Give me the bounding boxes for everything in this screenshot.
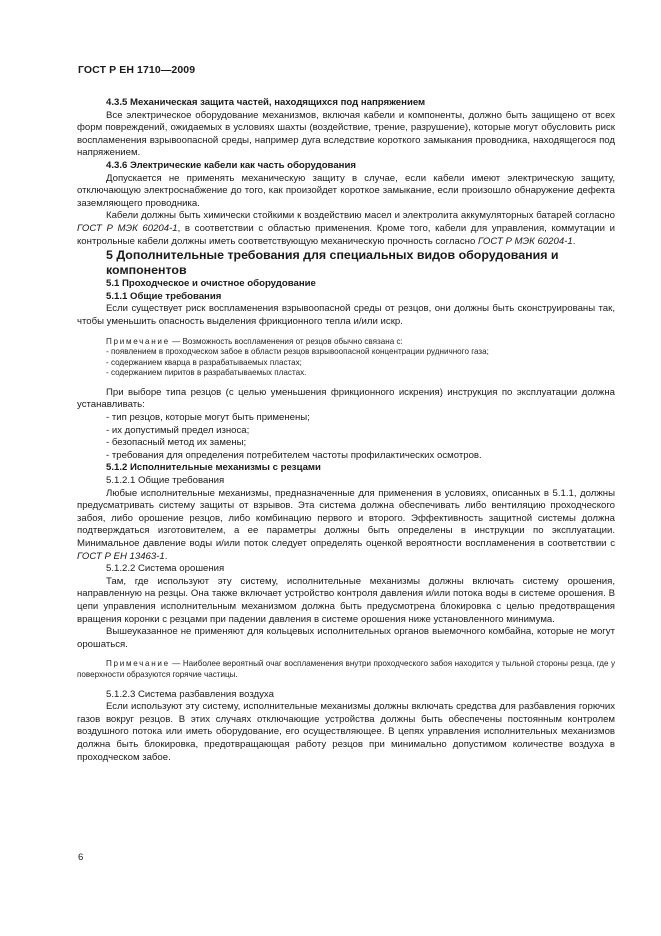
note-list-item: - содержанием кварца в разрабатываемых пластах;: [106, 357, 302, 367]
page-number: 6: [78, 852, 84, 863]
note-5-1-1: Примечание — Возможность воспламенения от резцов обычно связана с: - появлением в проходческом забое в области резцов взрывоопасной концентрации рудничного газа; - содержанием кварца в разрабатываемых пластах; - содержанием пиритов в разрабатываемых пластах.: [77, 337, 615, 379]
heading-5-1-2: 5.1.2 Исполнительные механизмы с резцами: [106, 462, 321, 474]
note-label: Примечание: [106, 336, 170, 346]
heading-5-1-1: 5.1.1 Общие требования: [106, 290, 222, 302]
section-5-title: 5 Дополнительные требования для специальных видов оборудования и компонентов: [106, 248, 559, 278]
paragraph-5-1-1: Если существует риск воспламенения взрывоопасной среды от резцов, они должны быть сконструированы так, чтобы уменьшить опасность выделения фрикционного тепла и/или искр.: [77, 303, 615, 327]
page-content: [77, 97, 615, 764]
heading-5-1-2-3: 5.1.2.3 Система разбавления воздуха: [106, 688, 274, 700]
standard-header: ГОСТ Р ЕН 1710—2009: [78, 64, 196, 76]
note-list-item: - содержанием пиритов в разрабатываемых пластах.: [106, 368, 307, 378]
paragraph-5-1-2-1: Любые исполнительные механизмы, предназначенные для применения в условиях, описанных в 5.1.1, должны предусматривать систему защиты от взрывов. Эта система должна обеспечивать либо вентиляцию проходческого забоя, либо орошение резцов, либо комбинацию первого и второго. Эффективность защитной системы должна подтверждаться изготовителем, а ее параметры должны быть определены в инструкции по эксплуатации. Минимальное давление воды и/или поток следует определять оценкой вероятности воспламенения в соответствии с ГОСТ Р ЕН 13463-1.: [77, 487, 615, 562]
reference-en-13463-1: ГОСТ Р ЕН 13463-1: [77, 550, 165, 562]
paragraph-5-1-2-2-b: Вышеуказанное не применяют для кольцевых исполнительных органов выемочного комбайна, которые не могут орошаться.: [77, 626, 615, 650]
heading-5-1-2-2: 5.1.2.2 Система орошения: [106, 563, 225, 575]
reference-iec-60204-1-second: ГОСТ Р МЭК 60204-1: [477, 235, 573, 247]
note-5-1-2-2: Примечание — Наиболее вероятный очаг воспламенения внутри проходческого забоя находится у тыльной стороны резца, где у поверхности образуются горячие частицы.: [77, 659, 615, 679]
note-list-item: - появлением в проходческом забое в области резцов взрывоопасной концентрации рудничного газа;: [106, 347, 489, 357]
reference-iec-60204-1: ГОСТ Р МЭК 60204-1: [77, 222, 178, 234]
paragraph-5-1-2-3: Если используют эту систему, исполнительные механизмы должны включать средства для разбавления горючих газов вокруг резцов. В этих случаях отключающие устройства должны быть обеспечены постоянным контролем воздушного потока или иметь оборудование, его осуществляющее. В цепях управления исполнительных механизмов должна быть блокировка, предотвращающая работу резцов при минимально допустимом количестве воздуха в проходческом забое.: [77, 701, 615, 763]
paragraph-4-3-5: Все электрическое оборудование механизмов, включая кабели и компоненты, должно быть защищено от всех форм повреждений, ожидаемых в условиях шахты (воздействие, трение, разрушение), которые могут обусловить риск воспламенения взрывоопасной среды, например дуга вследствие короткого замыкания проводника, находящегося под напряжением.: [77, 109, 615, 159]
paragraph-4-3-6-a: Допускается не применять механическую защиту в случае, если кабели имеют электрическую защиту, отключающую электроснабжение до того, как произойдет короткое замыкание, если произошло обнаружение дефекта заземляющего проводника.: [77, 172, 615, 209]
list-item: - требования для определения потребителем частоты профилактических осмотров.: [106, 449, 482, 461]
list-item: - безопасный метод их замены;: [106, 437, 247, 449]
note-label: Примечание: [106, 659, 170, 669]
paragraph-cutter-selection: При выборе типа резцов (с целью уменьшения фрикционного искрения) инструкция по эксплуатации должна устанавливать:: [77, 386, 615, 411]
paragraph-5-1-2-2-a: Там, где используют эту систему, исполнительные механизмы должны включать систему орошения, направленную на резцы. Она также включает устройство контроля давления и/или потока воды в системе орошения. В цепи управления исполнительным механизмом должна быть предусмотрена блокировка с целью предотвращения вращения коронки с резцами при падении давления в системе орошения ниже установленного минимума.: [77, 575, 615, 625]
heading-5-1-2-1: 5.1.2.1 Общие требования: [106, 475, 225, 487]
heading-4-3-6: 4.3.6 Электрические кабели как часть оборудования: [106, 159, 356, 171]
heading-4-3-5: 4.3.5 Механическая защита частей, находящихся под напряжением: [106, 97, 426, 108]
heading-5-1: 5.1 Проходческое и очистное оборудование: [106, 278, 316, 290]
list-item: - тип резцов, которые могут быть применены;: [106, 412, 310, 424]
list-item: - их допустимый предел износа;: [106, 424, 250, 436]
paragraph-4-3-6-b: Кабели должны быть химически стойкими к воздействию масел и электролита аккумуляторных батарей согласно ГОСТ Р МЭК 60204-1, в соответствии с областью применения. Кроме того, кабели для управления, коммутации и контрольные кабели должны иметь соответствующую механическую прочность согласно ГОСТ Р МЭК 60204-1.: [77, 210, 615, 247]
